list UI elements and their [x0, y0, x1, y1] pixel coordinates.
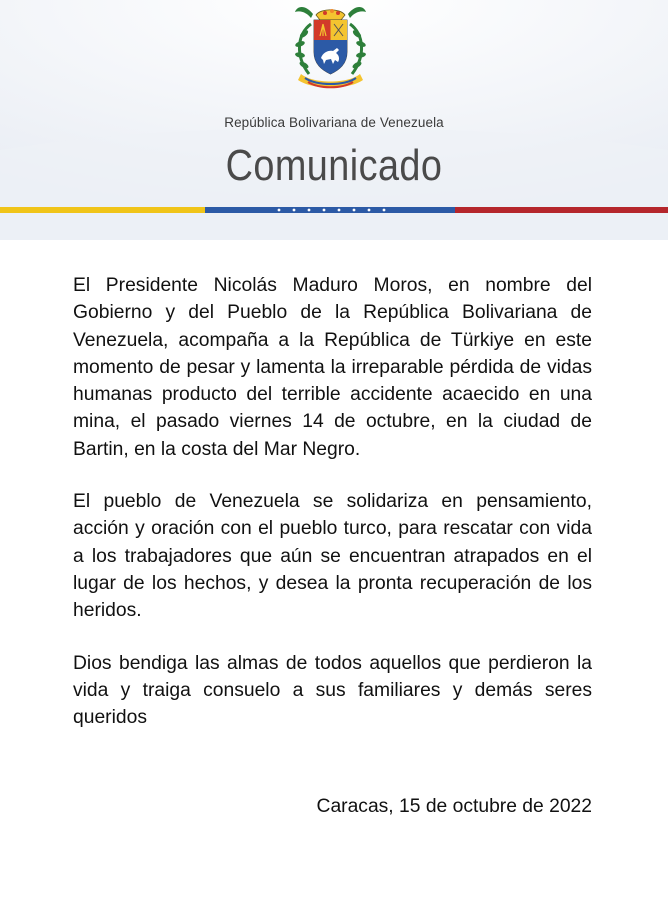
- place-and-date: Caracas, 15 de octubre de 2022: [316, 796, 592, 817]
- star-icon: [368, 209, 371, 212]
- coat-of-arms-emblem: [283, 4, 378, 90]
- paragraph-solidarity: El pueblo de Venezuela se solidariza en pensamiento, acción y oración con el pueblo turco, para rescatar con vida a los trabajadores que aún se encuentran atrapados en el lugar de los hechos, y desea la pronta recuperación de los heridos.: [73, 491, 592, 622]
- star-icon: [323, 209, 326, 212]
- star-icon: [353, 209, 356, 212]
- star-icon: [338, 209, 341, 212]
- paragraph-condolences: El Presidente Nicolás Maduro Moros, en nombre del Gobierno y del Pueblo de la República Bolivariana de Venezuela, acompaña a la República de Türkiye en este momento de pesar y lamenta la irreparable pérdida de vidas humanas producto del terrible accidente acaecido en una mina, el pasado viernes 14 de octubre, en la ciudad de Bartin, en la costa del Mar Negro.: [73, 275, 592, 460]
- star-icon: [308, 209, 311, 212]
- letterhead: [0, 0, 668, 240]
- star-icon: [278, 209, 281, 212]
- paragraph-blessing: Dios bendiga las almas de todos aquellos que perdieron la vida y traiga consuelo a sus familiares y demás seres queridos: [73, 652, 592, 729]
- flag-stars: [0, 205, 668, 221]
- statement-body: [73, 272, 592, 756]
- star-icon: [293, 209, 296, 212]
- page-title: Comunicado: [225, 141, 443, 190]
- country-name: República Bolivariana de Venezuela: [224, 115, 444, 130]
- star-icon: [383, 209, 386, 212]
